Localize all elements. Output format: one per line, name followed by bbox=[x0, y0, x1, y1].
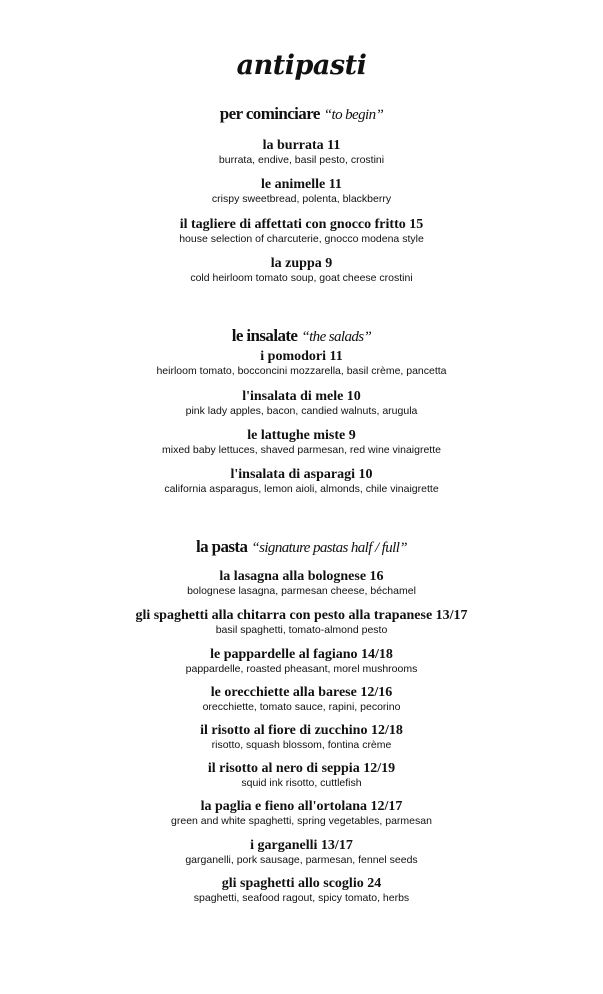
menu-item bbox=[0, 646, 603, 676]
menu-item bbox=[0, 684, 603, 714]
menu-title: antipasti bbox=[236, 50, 367, 81]
item-description: california asparagus, lemon aioli, almonds, chile vinaigrette bbox=[164, 483, 439, 495]
menu-item bbox=[0, 427, 603, 457]
menu-item bbox=[0, 875, 603, 905]
section-subtitle: “to begin” bbox=[323, 107, 384, 123]
item-description: bolognese lasagna, parmesan cheese, béchamel bbox=[187, 585, 416, 597]
item-description: pappardelle, roasted pheasant, morel mushrooms bbox=[185, 663, 418, 675]
item-name: le pappardelle al fagiano 14/18 bbox=[210, 647, 393, 662]
section-title: per cominciare bbox=[219, 104, 320, 123]
item-name: l'insalata di mele 10 bbox=[242, 389, 361, 404]
menu-item bbox=[0, 137, 603, 167]
item-description: spaghetti, seafood ragout, spicy tomato, herbs bbox=[193, 892, 410, 904]
menu-item bbox=[0, 255, 603, 285]
item-description: house selection of charcuterie, gnocco modena style bbox=[179, 233, 424, 245]
item-name: la zuppa 9 bbox=[270, 256, 333, 271]
menu-item bbox=[0, 798, 603, 828]
item-description: basil spaghetti, tomato-almond pesto bbox=[215, 624, 388, 636]
section-heading-le-insalate bbox=[0, 326, 603, 346]
menu-item bbox=[0, 837, 603, 867]
menu-item bbox=[0, 388, 603, 418]
item-name: l'insalata di asparagi 10 bbox=[230, 467, 373, 482]
menu-item bbox=[0, 176, 603, 206]
item-description: crispy sweetbread, polenta, blackberry bbox=[211, 193, 392, 205]
menu-item bbox=[0, 607, 603, 637]
item-description: mixed baby lettuces, shaved parmesan, red wine vinaigrette bbox=[162, 444, 441, 456]
item-description: orecchiette, tomato sauce, rapini, pecorino bbox=[202, 701, 401, 713]
item-description: green and white spaghetti, spring vegetables, parmesan bbox=[171, 815, 432, 827]
item-description: heirloom tomato, bocconcini mozzarella, basil crème, pancetta bbox=[156, 365, 447, 377]
item-name: il risotto al nero di seppia 12/19 bbox=[207, 761, 396, 776]
section-heading-la-pasta bbox=[0, 537, 603, 557]
menu-item bbox=[0, 568, 603, 598]
item-name: gli spaghetti allo scoglio 24 bbox=[221, 876, 382, 891]
section-title: le insalate bbox=[231, 326, 298, 345]
item-name: le lattughe miste 9 bbox=[247, 428, 356, 443]
menu-item bbox=[0, 348, 603, 378]
item-description: cold heirloom tomato soup, goat cheese crostini bbox=[190, 272, 413, 284]
item-description: burrata, endive, basil pesto, crostini bbox=[218, 154, 385, 166]
item-name: i garganelli 13/17 bbox=[250, 838, 353, 853]
item-name: i pomodori 11 bbox=[260, 349, 343, 364]
section-subtitle: “signature pastas half / full” bbox=[251, 540, 408, 556]
menu-item bbox=[0, 760, 603, 790]
section-heading-per-cominciare bbox=[0, 104, 603, 124]
item-name: gli spaghetti alla chitarra con pesto alla trapanese 13/17 bbox=[135, 608, 468, 623]
item-name: la burrata 11 bbox=[262, 138, 341, 153]
menu-item bbox=[0, 216, 603, 246]
item-name: le orecchiette alla barese 12/16 bbox=[210, 685, 393, 700]
menu-item bbox=[0, 722, 603, 752]
item-description: squid ink risotto, cuttlefish bbox=[241, 777, 362, 789]
item-name: il risotto al fiore di zucchino 12/18 bbox=[200, 723, 403, 738]
item-description: pink lady apples, bacon, candied walnuts, arugula bbox=[185, 405, 418, 417]
menu-item bbox=[0, 466, 603, 496]
item-description: risotto, squash blossom, fontina crème bbox=[211, 739, 392, 751]
item-name: il tagliere di affettati con gnocco fritto 15 bbox=[179, 217, 424, 232]
section-subtitle: “the salads” bbox=[301, 329, 372, 345]
item-name: le animelle 11 bbox=[261, 177, 342, 192]
item-name: la paglia e fieno all'ortolana 12/17 bbox=[200, 799, 403, 814]
item-name: la lasagna alla bolognese 16 bbox=[219, 569, 384, 584]
section-title: la pasta bbox=[195, 537, 248, 556]
item-description: garganelli, pork sausage, parmesan, fennel seeds bbox=[185, 854, 418, 866]
